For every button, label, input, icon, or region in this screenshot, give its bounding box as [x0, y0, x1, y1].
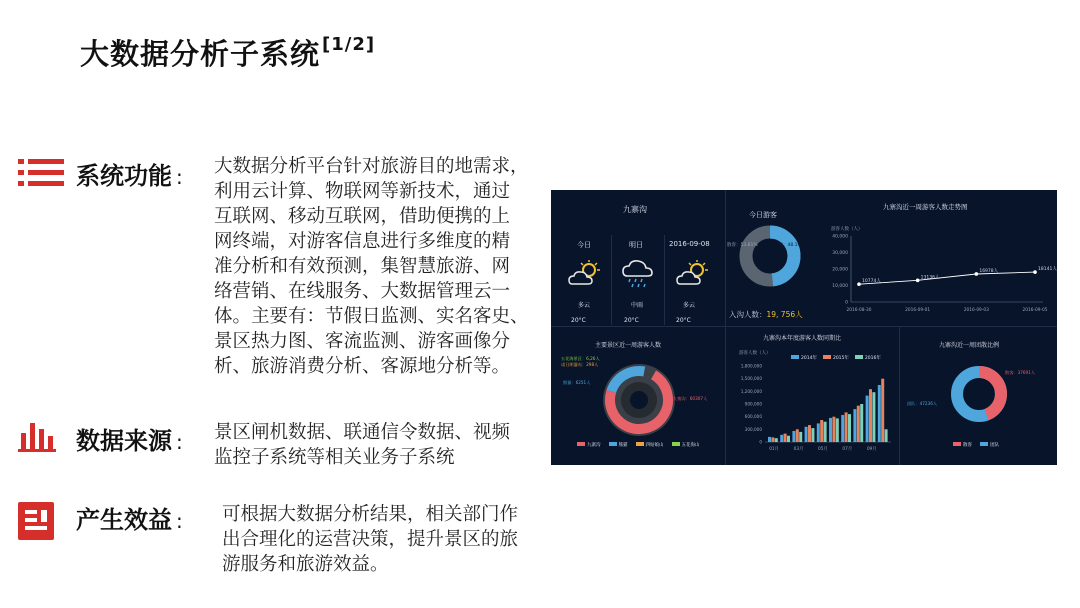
trend-y-tick: 10,000 [832, 284, 848, 289]
yearly-bar [878, 385, 881, 442]
section-title-text: 系统功能 [76, 162, 172, 190]
weather-temp: 20°C [624, 317, 639, 324]
legend-label: 团队 [990, 443, 999, 448]
list-icon [18, 158, 64, 192]
yearly-bar [841, 415, 844, 442]
yearly-title: 九寨沟本年度游客人数同期比 [763, 335, 842, 342]
yearly-bar [808, 425, 811, 442]
section-title [76, 500, 183, 535]
trend-x-tick: 2016-09-05 [1022, 308, 1048, 313]
trend-point [975, 272, 979, 276]
body-line: 析、旅游消费分析、客源地分析等。 [214, 356, 511, 377]
partly-cloudy-icon [675, 260, 709, 292]
yearly-x-tick: 07月 [842, 447, 853, 452]
trend-point-label: 10774人 [862, 279, 881, 285]
yearly-bar [872, 392, 875, 442]
body-line: 网终端，对游客信息进行多维度的精 [214, 231, 511, 252]
weather-title: 九寨沟 [623, 205, 647, 214]
body-line: 游服务和旅游效益。 [222, 554, 389, 575]
legend-item [953, 442, 972, 448]
yearly-x-tick: 09月 [866, 447, 877, 452]
weather-desc: 多云 [578, 302, 591, 309]
yearly-bar [792, 431, 795, 442]
section-title [76, 421, 183, 456]
bar-chart-icon [18, 421, 58, 457]
weather-desc: 中雨 [631, 302, 644, 309]
page-indicator: [1/2] [322, 34, 376, 55]
yearly-bar [866, 396, 869, 442]
trend-x-tick: 2016-09-01 [905, 308, 931, 313]
trend-y-tick: 40,000 [832, 234, 848, 240]
divider [611, 235, 612, 325]
today-count-label: 入沟人数： [729, 310, 767, 319]
body-line: 监控子系统等相关业务子系统 [214, 447, 455, 468]
weather-day-label: 今日 [577, 241, 591, 249]
team-legend [953, 442, 999, 448]
team-title: 九寨沟近一周团散比例 [939, 342, 1000, 349]
trend-line [859, 272, 1035, 284]
yearly-y-tick: 600,000 [744, 414, 762, 420]
yearly-bar [869, 389, 872, 442]
yearly-x-tick: 03月 [793, 447, 804, 452]
yearly-bar [787, 436, 790, 442]
dashboard-image [551, 190, 1057, 465]
section-title-text: 产生效益 [76, 506, 172, 534]
legend-item [609, 442, 628, 448]
today-title: 今日游客 [749, 211, 777, 219]
yearly-bar [820, 420, 823, 442]
trend-x-tick: 2016-08-30 [846, 308, 872, 313]
yearly-bar [771, 437, 774, 442]
yearly-bar [799, 432, 802, 442]
body-line: 景区闸机数据、联通信令数据、视频 [214, 422, 511, 443]
yearly-bar [832, 417, 835, 442]
body-line: 可根据大数据分析结果，相关部门作 [222, 504, 519, 525]
today-count-value: 19, 756人 [766, 310, 803, 319]
yearly-y-tick: 0 [759, 439, 762, 445]
trend-point [1033, 270, 1037, 274]
legend-label: 2016年 [864, 356, 881, 361]
body-line: 利用云计算、物联网等新技术，通过 [214, 181, 511, 202]
scenic-title: 主要景区近一周游客人数 [595, 342, 662, 349]
team-label: 团队：47236人 [907, 401, 938, 406]
scenic-donut [599, 360, 679, 440]
legend-label: 熊猫 [618, 443, 628, 448]
legend-item [577, 442, 601, 448]
body-line: 大数据分析平台针对旅游目的地需求， [214, 156, 529, 177]
yearly-bar [805, 427, 808, 442]
section-colon: : [176, 430, 183, 454]
trend-point-label: 18141人 [1038, 267, 1057, 273]
section-colon: : [176, 165, 183, 189]
rain-icon [621, 258, 655, 294]
trend-point [857, 282, 861, 286]
body-line: 景区热力图、客流监测、游客画像分 [214, 331, 511, 352]
trend-point [916, 279, 920, 283]
section-colon: : [176, 509, 183, 533]
yearly-y-tick: 900,000 [744, 401, 762, 407]
yearly-bar [881, 379, 884, 442]
yearly-x-tick: 01月 [769, 447, 779, 452]
weather-desc: 多云 [683, 302, 696, 309]
section-body [214, 420, 559, 470]
today-left-label: 散客：53.81% [727, 243, 758, 248]
divider [551, 326, 1057, 327]
trend-y-tick: 30,000 [832, 251, 848, 256]
yearly-bar [836, 418, 839, 442]
yearly-bar [780, 435, 783, 442]
yearly-y-tick: 300,000 [744, 426, 762, 432]
yearly-ylabel: 游客人数（人） [739, 351, 771, 356]
body-line: 出合理化的运营决策，提升景区的旅 [222, 529, 519, 550]
yearly-bar [860, 404, 863, 442]
team-donut [947, 362, 1011, 426]
page-title-text: 大数据分析子系统 [80, 37, 321, 71]
yearly-bar [768, 437, 771, 442]
body-line: 互联网、移动互联网，借助便携的上 [214, 206, 511, 227]
team-label: 散客：37691人 [1005, 370, 1036, 375]
section-title-text: 数据来源 [76, 427, 172, 455]
page-title [80, 32, 375, 73]
weather-day-label: 2016-09-08 [669, 240, 710, 248]
scenic-label: 诺日朗瀑布：298人 [561, 362, 599, 367]
trend-x-tick: 2016-09-03 [963, 308, 989, 313]
trend-chart [813, 224, 1057, 320]
divider [664, 235, 665, 325]
trend-ylabel: 游客人数（人） [831, 227, 863, 232]
yearly-bar [811, 428, 814, 442]
body-line: 络营销、在线服务、大数据管理云一 [214, 281, 511, 302]
yearly-bar [824, 422, 827, 442]
trend-title: 九寨沟近一周游客人数走势图 [883, 203, 968, 211]
legend-item [672, 442, 700, 448]
divider [899, 327, 900, 465]
scenic-label: 五花海景区：6,26人 [561, 356, 600, 361]
yearly-bar [829, 418, 832, 442]
yearly-bar [848, 414, 851, 442]
weather-day-label: 明日 [629, 241, 643, 249]
yearly-bar [857, 406, 860, 442]
legend-item [636, 442, 664, 448]
legend-label: 九寨沟 [587, 443, 601, 448]
legend-label: 五花海山 [681, 443, 700, 448]
legend-label: 2015年 [832, 356, 849, 361]
scenic-legend [577, 442, 700, 448]
scenic-label: 熊猫：6251人 [563, 380, 591, 385]
legend-item [980, 442, 999, 448]
body-line: 体。主要有：节假日监测、实名客史、 [214, 306, 529, 327]
weather-temp: 20°C [571, 317, 586, 324]
section-title [76, 156, 183, 191]
yearly-bar [796, 429, 799, 442]
body-line: 准分析和有效预测，集智慧旅游、网 [214, 256, 511, 277]
yearly-y-tick: 1,800,000 [740, 363, 762, 369]
yearly-bar [845, 412, 848, 442]
trend-y-tick: 0 [845, 300, 848, 306]
weather-temp: 20°C [676, 317, 691, 324]
section-body [222, 502, 567, 577]
divider [725, 190, 726, 465]
yearly-bar [784, 434, 787, 442]
today-right-label: 入沟人数：48.19% [765, 243, 805, 248]
yearly-bar [885, 429, 888, 442]
legend-label: 2014年 [801, 356, 817, 361]
section-body [214, 154, 559, 379]
document-icon [18, 502, 56, 546]
legend-label: 散客 [963, 443, 972, 448]
partly-cloudy-icon [567, 260, 601, 292]
yearly-bar [775, 438, 778, 442]
scenic-label: 九寨沟：60307人 [673, 396, 708, 401]
today-count [729, 309, 803, 320]
yearly-bar [853, 409, 856, 442]
trend-point-label: 13136人 [920, 275, 940, 281]
yearly-x-tick: 05月 [818, 447, 828, 452]
trend-y-tick: 20,000 [832, 267, 848, 273]
yearly-y-tick: 1,200,000 [740, 388, 762, 394]
yearly-chart [731, 346, 897, 456]
legend-label: 四姑娘山 [645, 443, 664, 448]
trend-point-label: 16978人 [979, 268, 999, 274]
yearly-bar [817, 423, 820, 442]
yearly-y-tick: 1,500,000 [740, 376, 762, 382]
today-donut [736, 222, 804, 290]
